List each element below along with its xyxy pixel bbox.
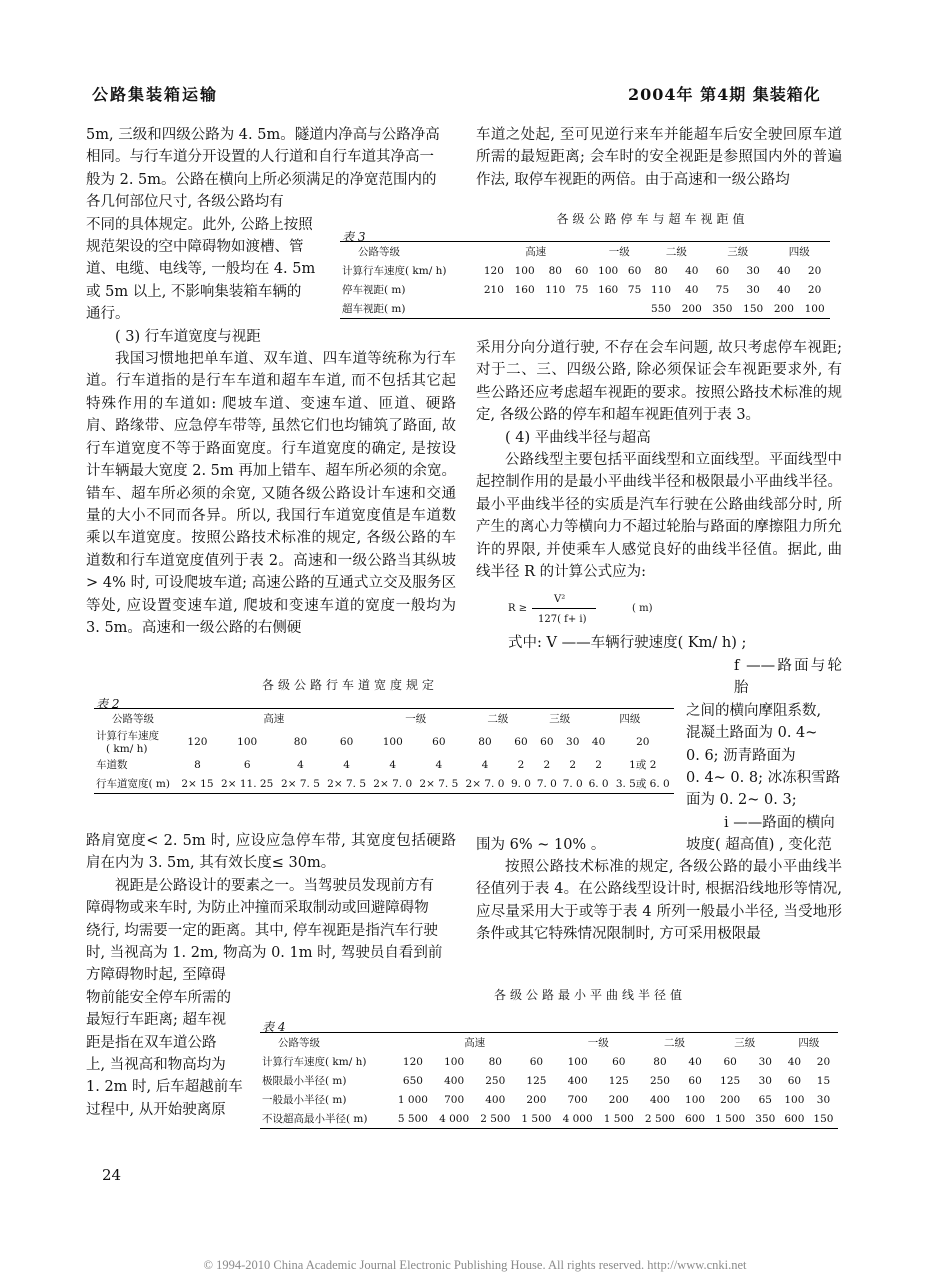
table-cell: 400 bbox=[567, 1074, 588, 1087]
table-cell: 20 bbox=[807, 264, 822, 277]
table-cell: 60 bbox=[540, 735, 554, 748]
table-header-cell: 二级 bbox=[646, 242, 707, 262]
table-cell: 80 bbox=[478, 735, 492, 748]
where-line: 面为 0. 2~ 0. 3; bbox=[686, 792, 797, 809]
table-cell bbox=[624, 299, 646, 319]
table3 bbox=[340, 241, 830, 319]
table-cell: 80 bbox=[293, 735, 308, 748]
paragraph: 车道之处起, 至可见逆行来车并能超车后安全驶回原车道所需的最短距离; 会车时的安全视距是参照国内外的普遍作法, 取停车视距的两倍。由于高速和一级公路均 bbox=[476, 127, 842, 188]
table-cell: 100 bbox=[685, 1093, 706, 1106]
table-row-label: 计算行车速度( km/ h) bbox=[342, 265, 447, 277]
table-cell: 100 bbox=[784, 1093, 805, 1106]
right-column-lower bbox=[476, 856, 842, 946]
table-header-row bbox=[94, 709, 674, 729]
table-cell: 4 bbox=[297, 758, 304, 771]
table-cell: 550 bbox=[646, 299, 677, 319]
table-row bbox=[94, 755, 674, 774]
table2-label: 表 2 bbox=[96, 697, 120, 711]
table-cell: 4 000 bbox=[557, 1109, 598, 1129]
table-cell: 120 bbox=[483, 264, 504, 277]
table-cell: 110 bbox=[545, 283, 566, 296]
table-cell: 2× 15 bbox=[178, 774, 217, 794]
table-row-label: 极限最小半径( m) bbox=[262, 1075, 347, 1087]
table-row bbox=[340, 261, 830, 280]
table-cell bbox=[571, 299, 593, 319]
table-cell: 400 bbox=[444, 1074, 465, 1087]
table-cell: 350 bbox=[707, 299, 738, 319]
table-cell: 80 bbox=[548, 264, 562, 277]
table-header-cell: 公路等级 bbox=[260, 1033, 392, 1053]
row-label-line: ( km/ h) bbox=[106, 743, 148, 755]
table-cell: 20 bbox=[807, 283, 822, 296]
where-line: 混凝土路面为 0. 4~ bbox=[686, 725, 818, 742]
table-cell: 350 bbox=[751, 1109, 780, 1129]
table-cell: 60 bbox=[514, 735, 528, 748]
table-cell: 60 bbox=[627, 264, 642, 277]
table-cell: 2× 7. 5 bbox=[324, 774, 370, 794]
table-row bbox=[260, 1071, 838, 1090]
table-cell: 150 bbox=[738, 299, 769, 319]
table-cell: 100 bbox=[444, 1055, 465, 1068]
paragraph: 我国习惯地把单车道、双车道、四车道等统称为行车道。行车道指的是行车车道和超车车道, 而不包括其它起特殊作用的车道如: 爬坡车道、变速车道、匝道、硬路肩、路缘带、应急停车带等, 虽然它们也均铺筑了路面, 故行车道宽度不等于路面宽度。行车道宽度的确定, 是按设计车辆最大宽度 2. 5m 再加上错车、超车所必须的余宽。错车、超车所必须的余宽, 又随各级公路设计车速和交通量的大小不同而各异。所以, 我国行车道宽度值是车道数乘以车道宽度。按照公路技术标准的规定, 各级公路的车道数和行车道宽度值列于表 2。高速和一级公路当其纵坡> 4% 时, 可设爬坡车道; 高速公路的互通式立交及服务区等处, 应设置变速车道, 爬坡和变速车道的宽度一般均为 3. 5m。高速和一级公路的右侧硬 bbox=[86, 351, 456, 636]
table-header-cell: 公路等级 bbox=[94, 709, 178, 729]
paragraph-line: 最短行车距离; 超车视 bbox=[86, 1012, 226, 1029]
table-row bbox=[94, 774, 674, 794]
table-cell: 100 bbox=[514, 264, 535, 277]
table-row-label: 一般最小半径( m) bbox=[262, 1094, 347, 1106]
table-cell: 6. 0 bbox=[586, 774, 612, 794]
table-cell: 120 bbox=[187, 735, 208, 748]
table-cell: 40 bbox=[787, 1055, 802, 1068]
table-cell: 400 bbox=[649, 1093, 670, 1106]
table-cell: 75 bbox=[627, 283, 642, 296]
table-cell: 6 bbox=[243, 758, 251, 771]
table-row-label bbox=[94, 774, 178, 794]
table-cell: 60 bbox=[339, 735, 354, 748]
table2-caption: 各级公路行车道宽度规定 bbox=[261, 678, 438, 692]
table-row-label: 超车视距( m) bbox=[340, 299, 479, 319]
formula-denominator: 127( f+ i) bbox=[538, 614, 587, 625]
table-row bbox=[260, 1109, 838, 1129]
paragraph: 公路线型主要包括平面线型和立面线型。平面线型中起控制作用的是最小平曲线半径和极限最小平曲线半径。最小平曲线半径的实质是汽车行驶在公路曲线部分时, 所产生的离心力等横向力不超过轮胎与路面的摩擦阻力所允许的界限, 并使乘车人感觉良好的曲线半径值。据此, 曲线半径 R 的计算公式应为: bbox=[476, 452, 842, 581]
section-heading-4: ( 4) 平曲线半径与超高 bbox=[505, 429, 651, 446]
table-cell: 4 000 bbox=[434, 1109, 475, 1129]
table-cell: 40 bbox=[688, 1055, 702, 1068]
table-cell: 200 bbox=[608, 1093, 629, 1106]
table-cell: 160 bbox=[514, 283, 535, 296]
table-cell: 1 500 bbox=[598, 1109, 639, 1129]
table-header-cell: 二级 bbox=[639, 1033, 709, 1053]
table-row bbox=[94, 728, 674, 755]
table-cell bbox=[540, 299, 571, 319]
table-header-cell: 高速 bbox=[392, 1033, 557, 1053]
table-cell: 400 bbox=[485, 1093, 506, 1106]
table-header-cell: 四级 bbox=[769, 242, 830, 262]
table-cell: 250 bbox=[485, 1074, 506, 1087]
table-cell: 75 bbox=[575, 283, 589, 296]
table-cell: 4 bbox=[435, 758, 443, 771]
page-number: 24 bbox=[102, 1166, 122, 1184]
table-cell: 1 500 bbox=[710, 1109, 751, 1129]
table-cell: 100 bbox=[567, 1055, 588, 1068]
table-cell: 150 bbox=[809, 1109, 838, 1129]
table-header-cell: 二级 bbox=[462, 709, 534, 729]
table-cell: 100 bbox=[382, 735, 403, 748]
table-cell: 210 bbox=[483, 283, 504, 296]
paragraph: 采用分向分道行驶, 不存在会车问题, 故只考虑停车视距; 对于二、三、四级公路, 除必须保证会车视距要求外, 有些公路还应考虑超车视距的要求。按照公路技术标准的规定, 各级公路的停车和超车视距值列于表 3。 bbox=[476, 340, 842, 424]
table-header-row bbox=[340, 242, 830, 262]
table-cell bbox=[509, 299, 540, 319]
fraction-bar bbox=[532, 608, 596, 609]
table-cell: 40 bbox=[685, 283, 699, 296]
table-cell: 7. 0 bbox=[534, 774, 560, 794]
section-heading-3: ( 3) 行车道宽度与视距 bbox=[115, 328, 261, 345]
table-cell: 20 bbox=[816, 1055, 831, 1068]
table-header-cell: 三级 bbox=[710, 1033, 780, 1053]
table-cell: 3. 5或 6. 0 bbox=[612, 774, 674, 794]
table-header-cell: 四级 bbox=[586, 709, 674, 729]
table-cell: 80 bbox=[653, 1055, 667, 1068]
row-label-line: 车道数 bbox=[96, 759, 128, 771]
paragraph-line: 距是指在双车道公路 bbox=[86, 1034, 217, 1051]
paragraph-line: 视距是公路设计的要素之一。当驾驶员发现前方有 bbox=[115, 877, 434, 894]
table-cell: 160 bbox=[598, 283, 619, 296]
table-cell: 80 bbox=[488, 1055, 502, 1068]
table-cell: 60 bbox=[688, 1074, 702, 1087]
table2 bbox=[94, 708, 674, 794]
table-cell: 1 000 bbox=[397, 1093, 428, 1106]
paragraph-line: 相同。与行车道分开设置的人行道和自行车道其净高一 bbox=[86, 149, 434, 166]
table-header-cell: 一级 bbox=[593, 242, 646, 262]
table-cell: 1或 2 bbox=[629, 759, 657, 771]
table-cell: 700 bbox=[444, 1093, 465, 1106]
formula-where-wrap bbox=[686, 655, 842, 857]
paragraph-line: 物前能安全停车所需的 bbox=[86, 989, 231, 1006]
table-cell: 65 bbox=[758, 1093, 772, 1106]
table-row bbox=[340, 299, 830, 319]
table-cell: 15 bbox=[816, 1074, 831, 1087]
table-cell: 2 500 bbox=[475, 1109, 516, 1129]
table-cell: 1 500 bbox=[516, 1109, 557, 1129]
paragraph-line: 上, 当视高和物高均为 bbox=[86, 1057, 226, 1074]
table-cell: 30 bbox=[758, 1074, 772, 1087]
table-cell: 200 bbox=[526, 1093, 547, 1106]
where-last bbox=[476, 834, 842, 856]
paragraph-line: 般为 2. 5m。公路在横向上所必须满足的净宽范围内的 bbox=[86, 171, 437, 188]
table-cell: 60 bbox=[529, 1055, 544, 1068]
table-row-label: 计算行车速度( km/ h) bbox=[262, 1056, 367, 1068]
table-cell: 30 bbox=[746, 283, 760, 296]
table-cell: 9. 0 bbox=[508, 774, 534, 794]
table-cell: 4 bbox=[481, 758, 489, 771]
where-line: 0. 6; 沥青路面为 bbox=[686, 747, 796, 764]
table4-caption: 各级公路最小平曲线半径值 bbox=[493, 988, 686, 1002]
paragraph-line: 不同的具体规定。此外, 公路上按照 bbox=[86, 216, 313, 233]
paragraph: 按照公路技术标准的规定, 各级公路的最小平曲线半径值列于表 4。在公路线型设计时, 根据沿线地形等情况, 应尽量采用大于或等于表 4 所列一般最小半径, 当受地形条件或其它特殊情况限制时, 方可采用极限最 bbox=[476, 859, 842, 943]
where-line: 之间的横向摩阻系数, bbox=[686, 702, 822, 719]
table-cell: 100 bbox=[799, 299, 830, 319]
table-cell: 20 bbox=[636, 735, 650, 748]
table-cell: 2× 7. 0 bbox=[370, 774, 416, 794]
paragraph-line: 通行。 bbox=[86, 306, 130, 323]
table-cell: 2× 11. 25 bbox=[217, 774, 278, 794]
table-cell: 125 bbox=[526, 1074, 547, 1087]
right-column-middle bbox=[476, 337, 842, 583]
table-cell: 5 500 bbox=[392, 1109, 433, 1129]
table-header-cell: 高速 bbox=[479, 242, 593, 262]
right-column-upper bbox=[476, 124, 842, 191]
table-cell bbox=[593, 299, 624, 319]
table-cell bbox=[479, 299, 510, 319]
table-cell: 2 bbox=[543, 758, 551, 771]
table-cell: 7. 0 bbox=[560, 774, 586, 794]
table3-label: 表 3 bbox=[342, 230, 366, 244]
paragraph-line: 障碍物或来车时, 为防止冲撞而采取制动或回避障碍物 bbox=[86, 900, 429, 917]
table-header-cell: 三级 bbox=[707, 242, 768, 262]
table-cell: 100 bbox=[237, 735, 258, 748]
paragraph-line: 5m, 三级和四级公路为 4. 5m。隧道内净高与公路净高 bbox=[86, 127, 440, 143]
table-cell: 250 bbox=[649, 1074, 670, 1087]
table-cell: 2× 7. 5 bbox=[416, 774, 462, 794]
row-label-line: 行车道宽度( m) bbox=[96, 778, 170, 790]
paragraph-line: 时, 当视高为 1. 2m, 物高为 0. 1m 时, 驾驶员自看到前 bbox=[86, 945, 443, 962]
table-cell: 700 bbox=[567, 1093, 588, 1106]
table-row bbox=[260, 1052, 838, 1071]
table-row-label bbox=[94, 755, 178, 774]
where-line: 式中: V ——车辆行驶速度( Km/ h) ; bbox=[508, 635, 747, 651]
paragraph-line: 或 5m 以上, 不影响集装箱车辆的 bbox=[86, 283, 302, 300]
table-cell: 200 bbox=[676, 299, 707, 319]
table-cell: 30 bbox=[816, 1093, 831, 1106]
table-cell: 650 bbox=[402, 1074, 423, 1087]
table-header-row bbox=[260, 1033, 838, 1053]
formula-lhs: R ≥ bbox=[508, 603, 528, 614]
table-row-label bbox=[94, 728, 178, 755]
table4 bbox=[260, 1032, 838, 1129]
paragraph-line: 道、电缆、电线等, 一般均在 4. 5m bbox=[86, 261, 316, 278]
formula-where bbox=[508, 632, 842, 654]
where-line: i ——路面的横向 bbox=[724, 814, 835, 831]
table-cell: 60 bbox=[723, 1055, 737, 1068]
where-line: 围为 6% ~ 10% 。 bbox=[476, 837, 606, 853]
table-cell: 600 bbox=[681, 1109, 710, 1129]
where-line: f ——路面与轮胎 bbox=[734, 658, 842, 697]
table-header-cell: 四级 bbox=[780, 1033, 838, 1053]
journal-section-title: 公路集装箱运输 bbox=[92, 85, 219, 104]
table-cell: 2× 7. 0 bbox=[462, 774, 508, 794]
table-cell: 125 bbox=[608, 1074, 629, 1087]
table-cell: 2 500 bbox=[639, 1109, 680, 1129]
table-cell: 60 bbox=[612, 1055, 626, 1068]
paragraph-line: 过程中, 从开始驶离原 bbox=[86, 1101, 226, 1118]
table-cell: 125 bbox=[720, 1074, 741, 1087]
table-cell: 200 bbox=[720, 1093, 741, 1106]
table-cell: 8 bbox=[194, 758, 201, 771]
table-cell: 40 bbox=[591, 735, 606, 748]
table-cell: 40 bbox=[777, 283, 791, 296]
journal-issue: 2004年 第4期 集装箱化 bbox=[628, 85, 821, 104]
table-header-cell: 一级 bbox=[557, 1033, 639, 1053]
table-cell: 2 bbox=[569, 758, 577, 771]
table-cell: 100 bbox=[598, 264, 619, 277]
table-cell: 200 bbox=[769, 299, 800, 319]
table-cell: 40 bbox=[685, 264, 699, 277]
table-cell: 30 bbox=[758, 1055, 772, 1068]
table-cell: 30 bbox=[566, 735, 580, 748]
table-cell: 120 bbox=[402, 1055, 423, 1068]
table-header-cell: 一级 bbox=[370, 709, 462, 729]
table-cell: 60 bbox=[432, 735, 446, 748]
table-cell: 60 bbox=[575, 264, 589, 277]
table-cell: 75 bbox=[715, 283, 730, 296]
table-cell: 600 bbox=[780, 1109, 809, 1129]
table-row-label: 不设超高最小半径( m) bbox=[260, 1109, 392, 1129]
formula-numerator: V² bbox=[554, 594, 566, 605]
table-header-cell: 公路等级 bbox=[340, 242, 479, 262]
table-cell: 4 bbox=[343, 758, 350, 771]
table-cell: 4 bbox=[389, 758, 397, 771]
table-cell: 40 bbox=[777, 264, 791, 277]
table-cell: 30 bbox=[746, 264, 760, 277]
table-row-label: 停车视距( m) bbox=[342, 284, 406, 296]
table-header-cell: 高速 bbox=[178, 709, 370, 729]
table-row bbox=[260, 1090, 838, 1109]
left-column-upper bbox=[86, 124, 456, 639]
where-line: 坡度( 超高值) , 变化范 bbox=[686, 837, 832, 854]
copyright-footer: © 1994-2010 China Academic Journal Electronic Publishing House. All rights reserved. http://www.cnki.net bbox=[203, 1258, 747, 1272]
table-cell: 2 bbox=[595, 758, 602, 771]
paragraph-line: 绕行, 均需要一定的距离。其中, 停车视距是指汽车行驶 bbox=[86, 922, 438, 939]
where-line: 0. 4~ 0. 8; 冰冻积雪路 bbox=[686, 770, 841, 787]
paragraph-line: 规范架设的空中障碍物如渡槽、管 bbox=[86, 239, 304, 256]
table3-caption: 各级公路停车与超车视距值 bbox=[556, 212, 749, 226]
table-cell: 2× 7. 5 bbox=[277, 774, 323, 794]
formula-unit: ( m) bbox=[632, 603, 653, 614]
table-cell: 60 bbox=[787, 1074, 802, 1087]
table-cell: 80 bbox=[654, 264, 668, 277]
table-header-cell: 三级 bbox=[534, 709, 586, 729]
paragraph-line: 方障碍物时起, 至障碍 bbox=[86, 967, 226, 984]
table-cell: 60 bbox=[715, 264, 730, 277]
paragraph-line: 各几何部位尺寸, 各级公路均有 bbox=[86, 194, 284, 211]
paragraph-line: 1. 2m 时, 后车超越前车 bbox=[86, 1079, 243, 1096]
table-cell: 110 bbox=[651, 283, 672, 296]
table-row bbox=[340, 280, 830, 299]
row-label-line: 计算行车速度 bbox=[96, 730, 159, 742]
paragraph: 路肩宽度< 2. 5m 时, 应设应急停车带, 其宽度包括硬路肩在内为 3. 5m, 其有效长度≤ 30m。 bbox=[86, 833, 456, 872]
table-cell: 2 bbox=[517, 758, 525, 771]
table4-label: 表 4 bbox=[262, 1020, 286, 1034]
